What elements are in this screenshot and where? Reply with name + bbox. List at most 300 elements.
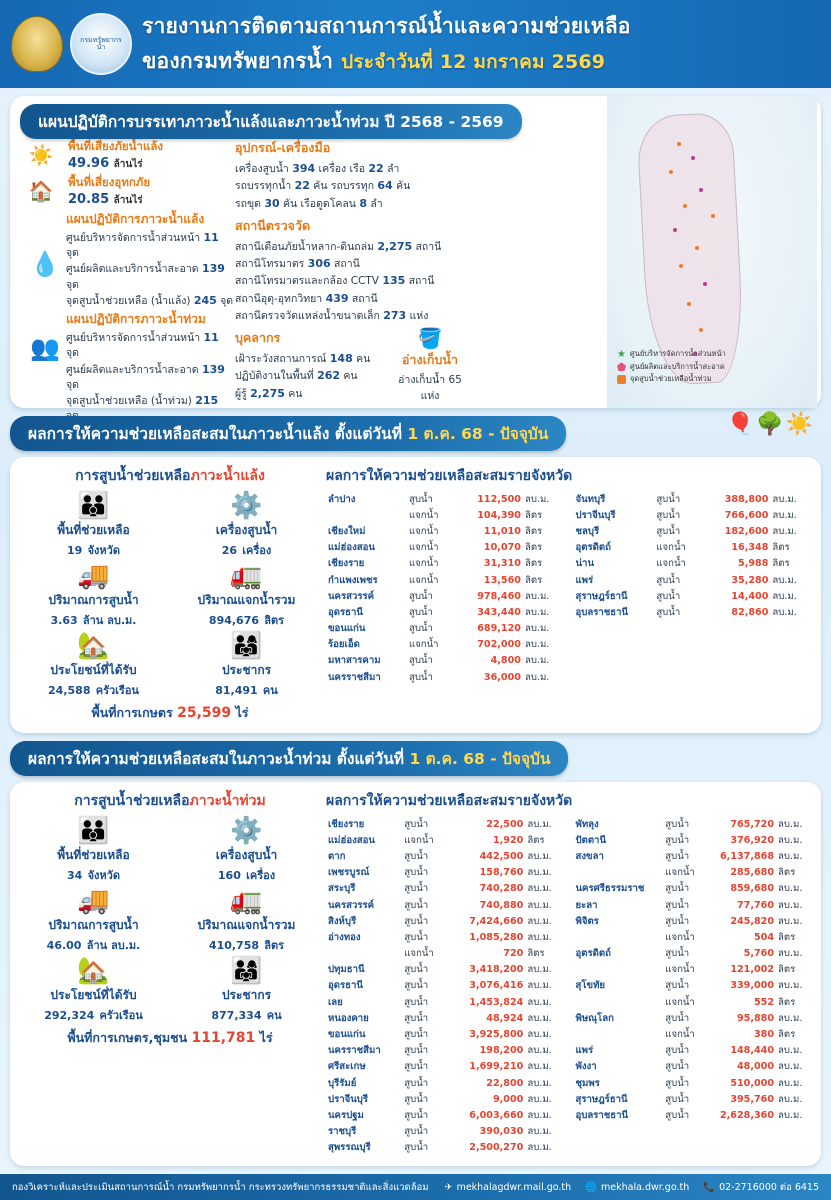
assistance-unit: ลบ.ม. bbox=[524, 606, 550, 618]
reservoir-icon: 🪣 bbox=[417, 326, 443, 350]
assistance-unit: ลบ.ม. bbox=[524, 623, 550, 635]
table-row bbox=[574, 556, 812, 572]
assistance-unit: ลบ.ม. bbox=[527, 1109, 552, 1121]
province-name bbox=[574, 994, 664, 1010]
assistance-unit: ลบ.ม. bbox=[778, 915, 803, 927]
assistance-amount: 720 bbox=[503, 948, 524, 960]
table-row bbox=[574, 832, 812, 848]
page-title-line1: รายงานการติดตามสถานการณ์น้ำและความช่วยเหลือ bbox=[142, 14, 631, 38]
assistance-type: สูบน้ำ bbox=[665, 980, 690, 992]
benefit-icon: 🏡 bbox=[77, 956, 110, 986]
assistance-amount: 13,560 bbox=[483, 574, 521, 586]
action-plan-panel bbox=[10, 96, 821, 408]
square-icon bbox=[617, 375, 626, 384]
assistance-unit: ลบ.ม. bbox=[527, 915, 552, 927]
province-name: ศรีสะเกษ bbox=[328, 1061, 366, 1073]
assistance-amount: 112,500 bbox=[477, 493, 521, 505]
assistance-amount: 7,424,660 bbox=[469, 915, 524, 927]
assistance-type: สูบน้ำ bbox=[665, 1061, 690, 1073]
star-icon: ★ bbox=[617, 348, 626, 360]
assistance-amount: 48,924 bbox=[486, 1012, 524, 1024]
table-row bbox=[326, 604, 564, 620]
province-name: อุดรธานี bbox=[328, 606, 363, 618]
assistance-unit: ลิตร bbox=[524, 558, 543, 570]
table-row bbox=[326, 816, 564, 832]
footer-email2[interactable]: 🌐 mekhala.dwr.go.th bbox=[585, 1181, 690, 1193]
assistance-type: สูบน้ำ bbox=[656, 606, 681, 618]
province-name: สงขลา bbox=[575, 850, 604, 862]
province-name: ขอนแก่น bbox=[328, 623, 366, 635]
flood-cell-3: 🚛 ปริมาณแจกน้ำรวม 410,758 ลิตร bbox=[173, 886, 320, 954]
assistance-type: แจกน้ำ bbox=[656, 542, 686, 554]
reservoir-title: อ่างเก็บน้ำ bbox=[402, 352, 458, 367]
assistance-amount: 343,440 bbox=[477, 606, 521, 618]
station-item-2: สถานีโทรมาตรและกล้อง CCTV 135 สถานี bbox=[235, 274, 435, 288]
assistance-amount: 198,200 bbox=[479, 1045, 524, 1057]
assistance-unit: ลิตร bbox=[524, 542, 543, 554]
risk-drought-row bbox=[22, 138, 234, 172]
assistance-unit: ลบ.ม. bbox=[527, 1061, 552, 1073]
assistance-unit: ลบ.ม. bbox=[778, 834, 803, 846]
assistance-unit: ลบ.ม. bbox=[778, 1077, 803, 1089]
action-plan-title: แผนปฏิบัติการบรรเทาภาวะน้ำแล้งและภาวะน้ำท่วม ปี 2568 - 2569 bbox=[20, 104, 522, 139]
drought-sun-icon: ☀️ bbox=[28, 143, 54, 167]
assistance-type: แจกน้ำ bbox=[408, 509, 439, 521]
flood-section-head bbox=[10, 741, 821, 776]
province-name bbox=[326, 946, 402, 962]
reservoir-block bbox=[395, 326, 465, 405]
province-name: น่าน bbox=[575, 558, 595, 570]
table-row bbox=[574, 865, 812, 881]
assistance-amount: 5,760 bbox=[743, 948, 775, 960]
province-name: สระบุรี bbox=[328, 883, 356, 895]
assistance-type: สูบน้ำ bbox=[404, 980, 429, 992]
assistance-amount: 380 bbox=[753, 1029, 775, 1041]
assistance-unit: ลบ.ม. bbox=[772, 590, 797, 602]
province-name: พัทลุง bbox=[575, 818, 599, 830]
risk-drought-label: พื้นที่เสี่ยงภัยน้ำแล้ง bbox=[68, 139, 164, 153]
assistance-amount: 4,800 bbox=[490, 655, 521, 667]
personnel-item-1: ปฏิบัติงานในพื้นที่ 262 คน bbox=[235, 369, 358, 383]
assistance-unit: ลบ.ม. bbox=[527, 1029, 552, 1041]
assistance-type: สูบน้ำ bbox=[665, 948, 690, 960]
assistance-type: สูบน้ำ bbox=[665, 850, 690, 862]
table-row bbox=[574, 588, 812, 604]
assistance-unit: ลบ.ม. bbox=[778, 1061, 803, 1073]
flood-plan-item-1: ศูนย์ผลิตและบริการน้ำสะอาด 139 จุด bbox=[66, 362, 225, 391]
assistance-amount: 82,860 bbox=[731, 606, 769, 618]
population-icon: 👨‍👩‍👧 bbox=[230, 956, 263, 986]
footer-org: กองวิเคราะห์และประเมินสถานการณ์น้ำ กรมทรัพยากรน้ำ กระทรวงทรัพยากรธรรมชาติและสิ่งแวดล้อม bbox=[12, 1181, 429, 1193]
stations-title: สถานีตรวจวัด bbox=[235, 217, 311, 233]
assistance-type: สูบน้ำ bbox=[665, 1109, 690, 1121]
assistance-amount: 158,760 bbox=[479, 867, 524, 879]
assistance-amount: 22,800 bbox=[486, 1077, 524, 1089]
page-header bbox=[0, 0, 831, 88]
drought-summary-title: การสูบน้ำช่วยเหลือภาวะน้ำแล้ง bbox=[75, 468, 265, 484]
assistance-unit: ลบ.ม. bbox=[778, 818, 803, 830]
assistance-amount: 510,000 bbox=[730, 1077, 775, 1089]
assistance-type: สูบน้ำ bbox=[656, 574, 681, 586]
assistance-unit: ลิตร bbox=[772, 542, 790, 554]
flood-plan-title: แผนปฏิบัติการภาวะน้ำท่วม bbox=[66, 312, 206, 327]
province-name: พังงา bbox=[575, 1061, 597, 1073]
province-name: นครสวรรค์ bbox=[328, 590, 375, 602]
pentagon-icon bbox=[617, 362, 626, 371]
province-name: ขอนแก่น bbox=[328, 1029, 366, 1041]
assistance-amount: 9,000 bbox=[492, 1093, 524, 1105]
table-row bbox=[326, 621, 564, 637]
assistance-amount: 121,002 bbox=[730, 964, 775, 976]
province-name: ปราจีนบุรี bbox=[328, 1093, 369, 1105]
drought-table-title: ผลการให้ความช่วยเหลือสะสมรายจังหวัด bbox=[326, 468, 573, 484]
send-icon: ✈ bbox=[444, 1181, 453, 1193]
table-row bbox=[574, 1043, 812, 1059]
drought-panel bbox=[10, 457, 821, 733]
water-truck-icon: 🚚 bbox=[77, 561, 110, 591]
table-row bbox=[326, 1043, 564, 1059]
flood-cell-2: 🚚 ปริมาณการสูบน้ำ 46.00 ล้าน ลบ.ม. bbox=[20, 886, 167, 954]
assistance-unit: ลบ.ม. bbox=[527, 1077, 552, 1089]
province-name bbox=[574, 1026, 664, 1042]
flood-table-title: ผลการให้ความช่วยเหลือสะสมรายจังหวัด bbox=[326, 793, 573, 809]
table-row bbox=[326, 1010, 564, 1026]
assistance-unit: ลิตร bbox=[524, 509, 543, 521]
assistance-unit: ลิตร bbox=[778, 931, 796, 943]
province-name: แพร่ bbox=[575, 1045, 594, 1057]
assistance-type: สูบน้ำ bbox=[404, 996, 429, 1008]
assistance-unit: ลบ.ม. bbox=[778, 980, 803, 992]
team-icon: 👥 bbox=[30, 334, 60, 362]
province-name: อุดรธานี bbox=[328, 980, 363, 992]
assistance-amount: 339,000 bbox=[730, 980, 775, 992]
assistance-amount: 766,600 bbox=[724, 509, 769, 521]
assistance-type: สูบน้ำ bbox=[404, 818, 429, 830]
thailand-map bbox=[607, 96, 817, 408]
legend-item-2: จุดสูบน้ำช่วยเหลือน้ำท่วม bbox=[617, 373, 726, 386]
drought-plan-item-0: ศูนย์บริหารจัดการน้ำส่วนหน้า 11 จุด bbox=[66, 231, 219, 260]
assistance-type: สูบน้ำ bbox=[404, 1012, 429, 1024]
assistance-amount: 31,310 bbox=[483, 558, 521, 570]
table-row bbox=[326, 491, 564, 507]
assistance-amount: 10,070 bbox=[483, 542, 521, 554]
delivery-truck-icon: 🚛 bbox=[230, 561, 263, 591]
drought-plan-item-2: จุดสูบน้ำช่วยเหลือ (น้ำแล้ง) 245 จุด bbox=[66, 293, 234, 307]
assistance-unit: ลบ.ม. bbox=[527, 1093, 552, 1105]
footer-phone[interactable]: 📞 02-2716000 ต่อ 6415 bbox=[703, 1181, 819, 1193]
assistance-amount: 3,418,200 bbox=[469, 964, 524, 976]
assistance-amount: 2,500,270 bbox=[469, 1142, 524, 1154]
assistance-type: สูบน้ำ bbox=[404, 1077, 429, 1089]
assistance-type: สูบน้ำ bbox=[665, 834, 690, 846]
phone-icon: 📞 bbox=[703, 1181, 716, 1193]
province-name bbox=[326, 507, 407, 523]
assistance-type: สูบน้ำ bbox=[656, 525, 681, 537]
table-row bbox=[326, 653, 564, 669]
drought-cell-0: 👪 พื้นที่ช่วยเหลือ 19 จังหวัด bbox=[20, 491, 167, 559]
assistance-amount: 22,500 bbox=[486, 818, 524, 830]
table-row bbox=[326, 897, 564, 913]
assistance-unit: ลบ.ม. bbox=[527, 996, 552, 1008]
table-row bbox=[574, 1091, 812, 1107]
province-name: สุพรรณบุรี bbox=[328, 1142, 371, 1154]
assistance-unit: ลบ.ม. bbox=[527, 867, 552, 879]
water-truck-icon: 🚚 bbox=[77, 886, 110, 916]
assistance-type: สูบน้ำ bbox=[408, 623, 433, 635]
table-row bbox=[574, 913, 812, 929]
assistance-unit: ลบ.ม. bbox=[527, 931, 552, 943]
legend-item-0: ★ ศูนย์บริหารจัดการน้ำส่วนหน้า bbox=[617, 348, 726, 360]
assistance-type: สูบน้ำ bbox=[408, 606, 433, 618]
drought-cell-1: ⚙️ เครื่องสูบน้ำ 26 เครื่อง bbox=[173, 491, 320, 559]
assistance-type: แจกน้ำ bbox=[404, 834, 434, 846]
risk-drought-value: 49.96 ล้านไร่ bbox=[68, 156, 143, 171]
drought-plan-item-1: ศูนย์ผลิตและบริการน้ำสะอาด 139 จุด bbox=[66, 262, 225, 291]
assistance-amount: 6,003,660 bbox=[469, 1109, 524, 1121]
table-row bbox=[574, 816, 812, 832]
table-row bbox=[326, 929, 564, 945]
equipment-item-2: รถขุด 30 คัน เรือดูดโคลน 8 ลำ bbox=[235, 196, 383, 210]
table-row bbox=[326, 669, 564, 685]
province-name: อ่างทอง bbox=[328, 931, 361, 943]
assistance-type: แจกน้ำ bbox=[665, 964, 695, 976]
page-footer bbox=[0, 1174, 831, 1200]
flood-cell-0: 👪 พื้นที่ช่วยเหลือ 34 จังหวัด bbox=[20, 816, 167, 884]
assistance-type: สูบน้ำ bbox=[404, 1142, 429, 1154]
station-item-0: สถานีเตือนภัยน้ำหลาก-ดินถล่ม 2,275 สถานี bbox=[235, 239, 442, 253]
table-row bbox=[574, 848, 812, 864]
assistance-unit: ลบ.ม. bbox=[772, 606, 797, 618]
province-name: สุราษฎร์ธานี bbox=[575, 1093, 628, 1105]
legend-item-1: ศูนย์ผลิตและบริการน้ำสะอาด bbox=[617, 361, 726, 374]
equipment-item-0: เครื่องสูบน้ำ 394 เครื่อง เรือ 22 ลำ bbox=[235, 162, 400, 175]
flood-cell-5: 👨‍👩‍👧 ประชากร 877,334 คน bbox=[173, 956, 320, 1024]
people-area-icon: 👪 bbox=[77, 816, 110, 846]
assistance-unit: ลบ.ม. bbox=[527, 899, 552, 911]
assistance-type: สูบน้ำ bbox=[404, 850, 429, 862]
table-row bbox=[574, 978, 812, 994]
assistance-type: สูบน้ำ bbox=[408, 671, 433, 683]
assistance-amount: 504 bbox=[753, 931, 775, 943]
assistance-amount: 148,440 bbox=[730, 1045, 775, 1057]
assistance-amount: 395,760 bbox=[730, 1093, 775, 1105]
people-area-icon: 👪 bbox=[77, 491, 110, 521]
drought-cell-3: 🚛 ปริมาณแจกน้ำรวม 894,676 ลิตร bbox=[173, 561, 320, 629]
province-name: หนองคาย bbox=[328, 1012, 369, 1024]
assistance-unit: ลบ.ม. bbox=[772, 509, 797, 521]
table-row bbox=[326, 962, 564, 978]
table-row bbox=[326, 1107, 564, 1123]
province-name: เลย bbox=[328, 996, 343, 1008]
assistance-type: สูบน้ำ bbox=[665, 1093, 690, 1105]
province-name: ร้อยเอ็ด bbox=[328, 639, 360, 651]
assistance-unit: ลบ.ม. bbox=[527, 883, 552, 895]
flood-cell-4: 🏡 ประโยชน์ที่ได้รับ 292,324 ครัวเรือน bbox=[20, 956, 167, 1024]
assistance-amount: 978,460 bbox=[477, 590, 521, 602]
benefit-icon: 🏡 bbox=[77, 631, 110, 661]
assistance-unit: ลบ.ม. bbox=[778, 1093, 803, 1105]
assistance-unit: ลบ.ม. bbox=[524, 639, 550, 651]
table-row bbox=[326, 1075, 564, 1091]
delivery-truck-icon: 🚛 bbox=[230, 886, 263, 916]
assistance-unit: ลบ.ม. bbox=[527, 980, 552, 992]
assistance-unit: ลบ.ม. bbox=[772, 493, 797, 505]
flood-section-title: ผลการให้ความช่วยเหลือสะสมในภาวะน้ำท่วม ตั้งแต่วันที่ 1 ต.ค. 68 - ปัจจุบัน bbox=[10, 741, 568, 776]
assistance-unit: ลิตร bbox=[772, 558, 790, 570]
assistance-amount: 245,820 bbox=[730, 915, 775, 927]
table-row bbox=[574, 962, 812, 978]
assistance-amount: 285,680 bbox=[730, 867, 775, 879]
assistance-unit: ลบ.ม. bbox=[527, 1126, 552, 1138]
table-row bbox=[574, 604, 812, 620]
action-plan-left-column bbox=[22, 138, 234, 424]
station-item-3: สถานีอุตุ-อุทกวิทยา 439 สถานี bbox=[235, 291, 378, 305]
table-row bbox=[326, 978, 564, 994]
personnel-title: บุคลากร bbox=[235, 330, 281, 346]
assistance-type: สูบน้ำ bbox=[656, 590, 681, 602]
table-row bbox=[326, 637, 564, 653]
flood-house-icon: 🏠 bbox=[28, 179, 54, 203]
assistance-amount: 740,280 bbox=[479, 883, 524, 895]
province-name: สุราษฎร์ธานี bbox=[575, 590, 628, 602]
table-row bbox=[326, 1124, 564, 1140]
action-plan-content bbox=[10, 136, 607, 408]
pump-icon: ⚙️ bbox=[230, 816, 263, 846]
table-row bbox=[326, 507, 564, 523]
province-name bbox=[574, 962, 664, 978]
province-name: อุบลราชธานี bbox=[575, 1109, 629, 1121]
footer-email1[interactable]: ✈ mekhalagdwr.mail.go.th bbox=[444, 1181, 572, 1193]
drought-section-head bbox=[10, 412, 821, 451]
assistance-unit: ลิตร bbox=[524, 574, 543, 586]
table-row bbox=[574, 994, 812, 1010]
assistance-amount: 859,680 bbox=[730, 883, 775, 895]
assistance-type: สูบน้ำ bbox=[404, 1061, 429, 1073]
assistance-amount: 11,010 bbox=[483, 525, 521, 537]
assistance-amount: 3,076,416 bbox=[469, 980, 524, 992]
report-date: ประจำวันที่ 12 มกราคม 2569 bbox=[341, 51, 606, 73]
province-name: ปทุมธานี bbox=[328, 964, 365, 976]
assistance-amount: 77,760 bbox=[736, 899, 775, 911]
assistance-type: สูบน้ำ bbox=[404, 1029, 429, 1041]
assistance-type: สูบน้ำ bbox=[665, 1045, 690, 1057]
flood-province-table bbox=[320, 790, 811, 1156]
assistance-type: แจกน้ำ bbox=[665, 1029, 695, 1041]
risk-flood-row bbox=[22, 174, 234, 208]
province-name: เพชรบูรณ์ bbox=[328, 867, 370, 879]
table-row bbox=[574, 881, 812, 897]
table-row bbox=[326, 540, 564, 556]
assistance-type: แจกน้ำ bbox=[408, 542, 439, 554]
table-row bbox=[326, 1140, 564, 1156]
province-name: ปัตตานี bbox=[575, 834, 606, 846]
province-name: ลำปาง bbox=[328, 493, 356, 505]
assistance-unit: ลบ.ม. bbox=[772, 525, 797, 537]
drought-cell-4: 🏡 ประโยชน์ที่ได้รับ 24,588 ครัวเรือน bbox=[20, 631, 167, 699]
assistance-type: สูบน้ำ bbox=[665, 915, 690, 927]
province-name: แพร่ bbox=[575, 574, 594, 586]
province-name: นครสวรรค์ bbox=[328, 899, 375, 911]
table-row bbox=[574, 929, 812, 945]
table-row bbox=[326, 1091, 564, 1107]
assistance-amount: 5,988 bbox=[738, 558, 769, 570]
assistance-unit: ลบ.ม. bbox=[778, 1012, 803, 1024]
assistance-type: สูบน้ำ bbox=[408, 655, 433, 667]
assistance-amount: 442,500 bbox=[479, 850, 524, 862]
assistance-amount: 3,925,800 bbox=[469, 1029, 524, 1041]
province-name: มหาสารคาม bbox=[328, 655, 381, 667]
flood-table-left bbox=[326, 816, 564, 1156]
table-row bbox=[574, 1107, 812, 1123]
assistance-unit: ลบ.ม. bbox=[527, 1142, 552, 1154]
assistance-type: สูบน้ำ bbox=[665, 883, 690, 895]
assistance-amount: 14,400 bbox=[731, 590, 769, 602]
table-row bbox=[326, 1059, 564, 1075]
table-row bbox=[574, 491, 812, 507]
province-name: ชลบุรี bbox=[575, 525, 600, 537]
province-name: อุตรดิตถ์ bbox=[575, 542, 611, 554]
province-name: ปราจีนบุรี bbox=[575, 509, 616, 521]
assistance-amount: 104,390 bbox=[477, 509, 521, 521]
assistance-amount: 376,920 bbox=[730, 834, 775, 846]
assistance-type: สูบน้ำ bbox=[404, 964, 429, 976]
assistance-unit: ลบ.ม. bbox=[524, 493, 550, 505]
province-name: นครศรีธรรมราช bbox=[575, 883, 645, 895]
province-name: สิงห์บุรี bbox=[328, 915, 357, 927]
drought-table-left bbox=[326, 491, 564, 685]
table-row bbox=[574, 540, 812, 556]
assistance-type: สูบน้ำ bbox=[656, 509, 681, 521]
reservoir-text: อ่างเก็บน้ำ 65 แห่ง bbox=[398, 374, 462, 403]
province-name: ตาก bbox=[328, 850, 346, 862]
assistance-type: สูบน้ำ bbox=[665, 899, 690, 911]
pump-icon: ⚙️ bbox=[230, 491, 263, 521]
risk-flood-label: พื้นที่เสี่ยงอุทกภัย bbox=[68, 175, 151, 189]
assistance-unit: ลบ.ม. bbox=[527, 850, 552, 862]
flood-cell-1: ⚙️ เครื่องสูบน้ำ 160 เครื่อง bbox=[173, 816, 320, 884]
assistance-amount: 689,120 bbox=[477, 623, 521, 635]
table-row bbox=[326, 832, 564, 848]
assistance-unit: ลบ.ม. bbox=[524, 590, 550, 602]
logo-label: กรมทรัพยากรน้ำ bbox=[80, 35, 122, 51]
province-name: กำแพงเพชร bbox=[328, 574, 378, 586]
table-row bbox=[326, 848, 564, 864]
assistance-unit: ลิตร bbox=[778, 1029, 796, 1041]
table-row bbox=[326, 588, 564, 604]
province-name: บุรีรัมย์ bbox=[328, 1077, 357, 1089]
dwr-logo bbox=[70, 13, 132, 75]
assistance-amount: 1,699,210 bbox=[469, 1061, 524, 1073]
table-row bbox=[326, 572, 564, 588]
province-name: ชุมพร bbox=[575, 1077, 600, 1089]
assistance-amount: 388,800 bbox=[724, 493, 769, 505]
assistance-unit: ลิตร bbox=[778, 964, 796, 976]
garuda-emblem-icon bbox=[8, 13, 66, 75]
assistance-amount: 740,880 bbox=[479, 899, 524, 911]
province-name: เชียงราย bbox=[328, 558, 365, 570]
risk-flood-value: 20.85 ล้านไร่ bbox=[68, 192, 143, 207]
assistance-amount: 95,880 bbox=[736, 1012, 775, 1024]
drought-table-right bbox=[574, 491, 812, 621]
personnel-item-2: ผู้รู้ 2,275 คน bbox=[235, 386, 303, 400]
province-name: สุโขทัย bbox=[575, 980, 606, 992]
table-row bbox=[326, 556, 564, 572]
assistance-type: สูบน้ำ bbox=[665, 818, 690, 830]
table-row bbox=[326, 946, 564, 962]
province-name: เชียงใหม่ bbox=[328, 525, 366, 537]
assistance-amount: 552 bbox=[753, 996, 775, 1008]
map-legend bbox=[617, 348, 726, 386]
